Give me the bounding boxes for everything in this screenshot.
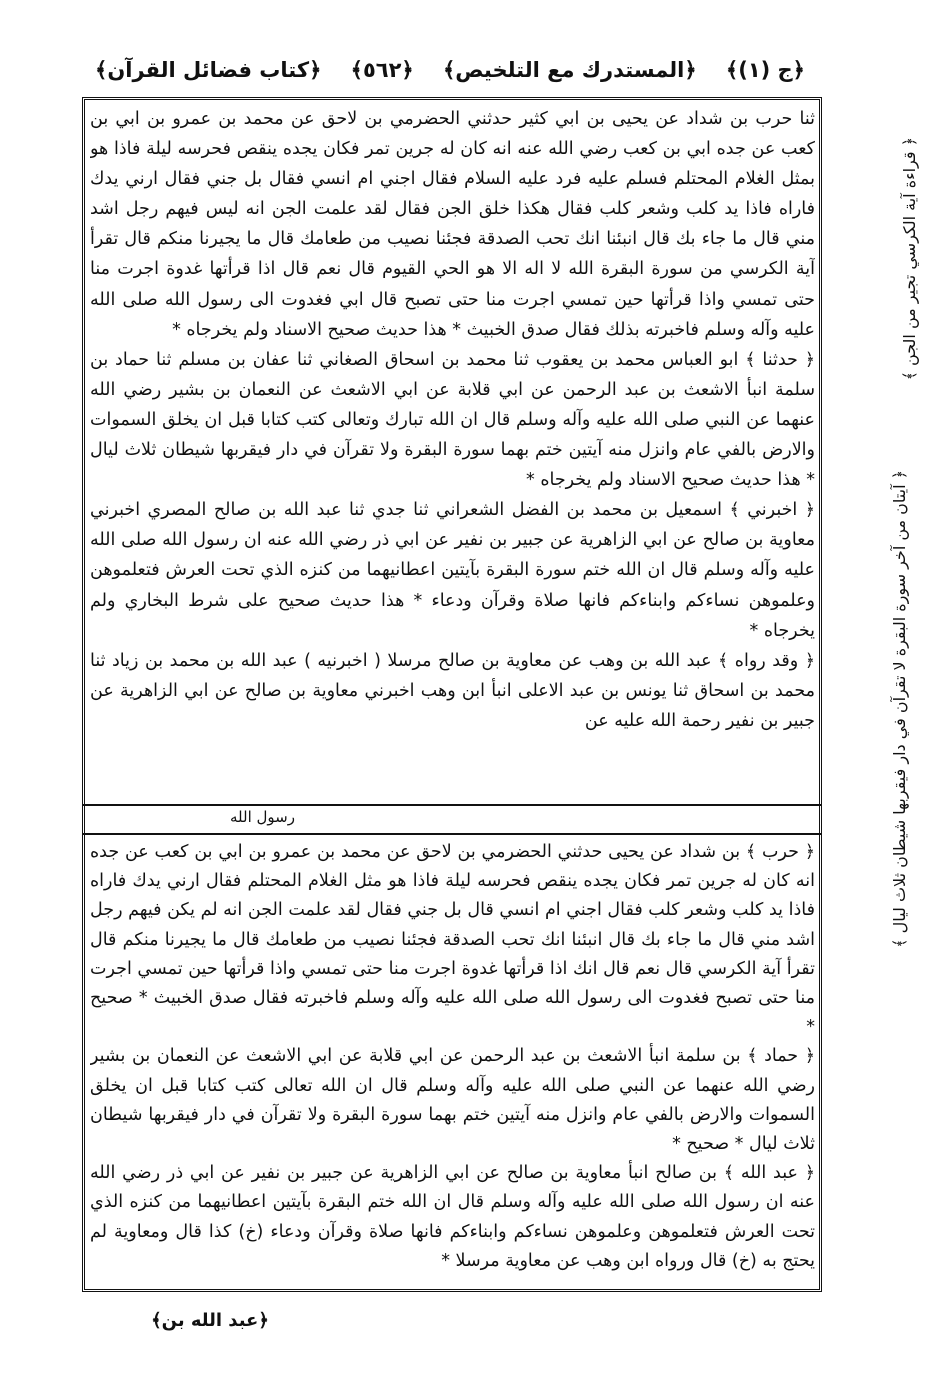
commentary-paragraph: ﴿ حرب ﴾ بن شداد عن يحيى حدثني الحضرمي بن لاحق عن محمد بن عمرو بن ابي بن كعب عن جده انه كان له جرين تمر فكان يجده ينقص فحرسه ليلة فاذا هو مثل الغلام المحتلم فقال ارني يدك فاراه فاذا يد كلب وشعر كلب فقال اجني ام انسي قال بل جني فقال لقد علمت الجن انه لم يكن فيهم رجل اشد مني قال ما جاء بك قال انبئنا انك تحب الصدقة فجئنا نصيب من طعامك قال ما يجيرنا منكم قال تقرأ آية الكرسي قال نعم قال انك اذا قرأتها غدوة اجرت منا حتى تمسي واذا قرأتها حين تمسي اجرت منا حتى تصبح فغدوت الى رسول الله صلى الله عليه وآله وسلم فاخبرته فقال صدق الخبيث * صحيح *: [90, 842, 815, 1038]
section-divider: [82, 833, 822, 835]
main-paragraph: ﴿ وقد رواه ﴾ عبد الله بن وهب عن معاوية بن صالح مرسلا ( اخبرنيه ) عبد الله بن محمد بن زياد ثنا محمد بن اسحاق ثنا يونس بن عبد الاعلى انبأ ابن وهب اخبرني معاوية بن صالح عن ابي الزاهرية عن جبير بن نفير رحمة الله عليه عن: [90, 650, 815, 731]
commentary-paragraph: ﴿ عبد الله ﴾ بن صالح انبأ معاوية بن صالح عن ابي الزاهرية عن جبير بن نفير عن ابي ذر رضي الله عنه ان رسول الله صلى الله عليه وآله وسلم قال ان الله ختم البقرة بآيتين اعطانيهما من كنزه الذي تحت العرش فتعلموهن وعلموهن نساءكم وابناءكم فانها صلاة وقرآن ودعاء (خ) كذا قال ومعاوية لم يحتج به (خ) قال ورواه ابن وهب عن معاوية مرسلا *: [90, 1163, 815, 1271]
volume-label: ﴿ج (١)﴾: [725, 58, 805, 82]
running-header: [95, 50, 805, 90]
continuation-word: رسول الله: [230, 808, 295, 826]
margin-note-upper: ﴿ قراءة آية الكرسي تجير من الجن ﴾: [900, 137, 919, 381]
margin-note-lower: ﴿ آيتان من آخر سورة البقرة لا تقرآن في دار فيقربها شيطان ثلاث ليال ﴾: [890, 470, 909, 948]
catchword: ﴿عبد الله بن﴾: [151, 1310, 269, 1331]
book-title: ﴿المستدرك مع التلخيص﴾: [442, 58, 697, 82]
main-paragraph: ثنا حرب بن شداد عن يحيى بن ابي كثير حدثني الحضرمي بن لاحق عن محمد بن عمرو بن ابي بن كعب عن جده ابي بن كعب رضي الله عنه انه كان له جرين تمر فكان يجده ينقص فحرسه ليلة فاذا هو بمثل الغلام المحتلم فسلم عليه فرد عليه السلام فقال اجني ام انسي فقال بل جني فقال ارني يدك فاراه فاذا يد كلب وشعر كلب فقال هكذا خلق الجن فقال لقد علمت الجن انه ليس فيهم رجل اشد مني قال ما جاء بك قال انبئنا انك تحب الصدقة فجئنا نصيب من طعامك قال ما يجيرنا منكم قال تقرأ آية الكرسي من سورة البقرة الله لا اله الا هو الحي القيوم قال نعم قال اذا قرأتها غدوة اجرت منا حتى تمسي واذا قرأتها حين تمسي اجرت منا حتى تصبح قال ابي فغدوت الى رسول الله صلى الله عليه وآله وسلم فاخبرته بذلك فقال صدق الخبيث * هذا حديث صحيح الاسناد ولم يخرجاه *: [90, 109, 815, 340]
commentary-paragraph: ﴿ حماد ﴾ بن سلمة انبأ الاشعث بن عبد الرحمن عن ابي قلابة عن ابي الاشعث عن النعمان بن بشير رضي الله عنهما عن النبي صلى الله عليه وآله وسلم قال ان الله تعالى كتب كتابا قبل ان يخلق السموات والارض بالفي عام وانزل منه آيتين ختم بهما سورة البقرة ولا تقرآن في دار فيقربها شيطان ثلاث ليال * صحيح *: [90, 1046, 815, 1155]
page-number: ﴿٥٦٢﴾: [350, 58, 414, 82]
main-text: [90, 104, 815, 800]
commentary-text: [90, 838, 815, 1278]
main-paragraph: ﴿ اخبرني ﴾ اسمعيل بن محمد بن الفضل الشعراني ثنا جدي ثنا عبد الله بن صالح المصري اخبرني معاوية بن صالح عن ابي الزاهرية عن جبير بن نفير عن ابي ذر رضي الله عنه ان رسول الله صلى الله عليه وآله وسلم قال ان الله ختم سورة البقرة بآيتين اعطانيهما من كنزه الذي تحت العرش فتعلموهن وعلموهن نساءكم وابناءكم فانها صلاة وقرآن ودعاء * هذا حديث صحيح على شرط البخاري ولم يخرجاه *: [90, 500, 815, 641]
main-paragraph: ﴿ حدثنا ﴾ ابو العباس محمد بن يعقوب ثنا محمد بن اسحاق الصغاني ثنا عفان بن مسلم ثنا حماد بن سلمة انبأ الاشعث بن عبد الرحمن عن ابي قلابة عن ابي الاشعث عن النعمان بن بشير رضي الله عنهما عن النبي صلى الله عليه وآله وسلم قال ان الله تبارك وتعالى كتب كتابا قبل ان يخلق السموات والارض بالفي عام وانزل منه آيتين ختم بهما سورة البقرة ولا تقرآن في دار فيقربها شيطان ثلاث ليال * هذا حديث صحيح الاسناد ولم يخرجاه *: [90, 349, 815, 491]
section-divider: [82, 804, 822, 806]
chapter-title: ﴿كتاب فضائل القرآن﴾: [95, 58, 322, 82]
